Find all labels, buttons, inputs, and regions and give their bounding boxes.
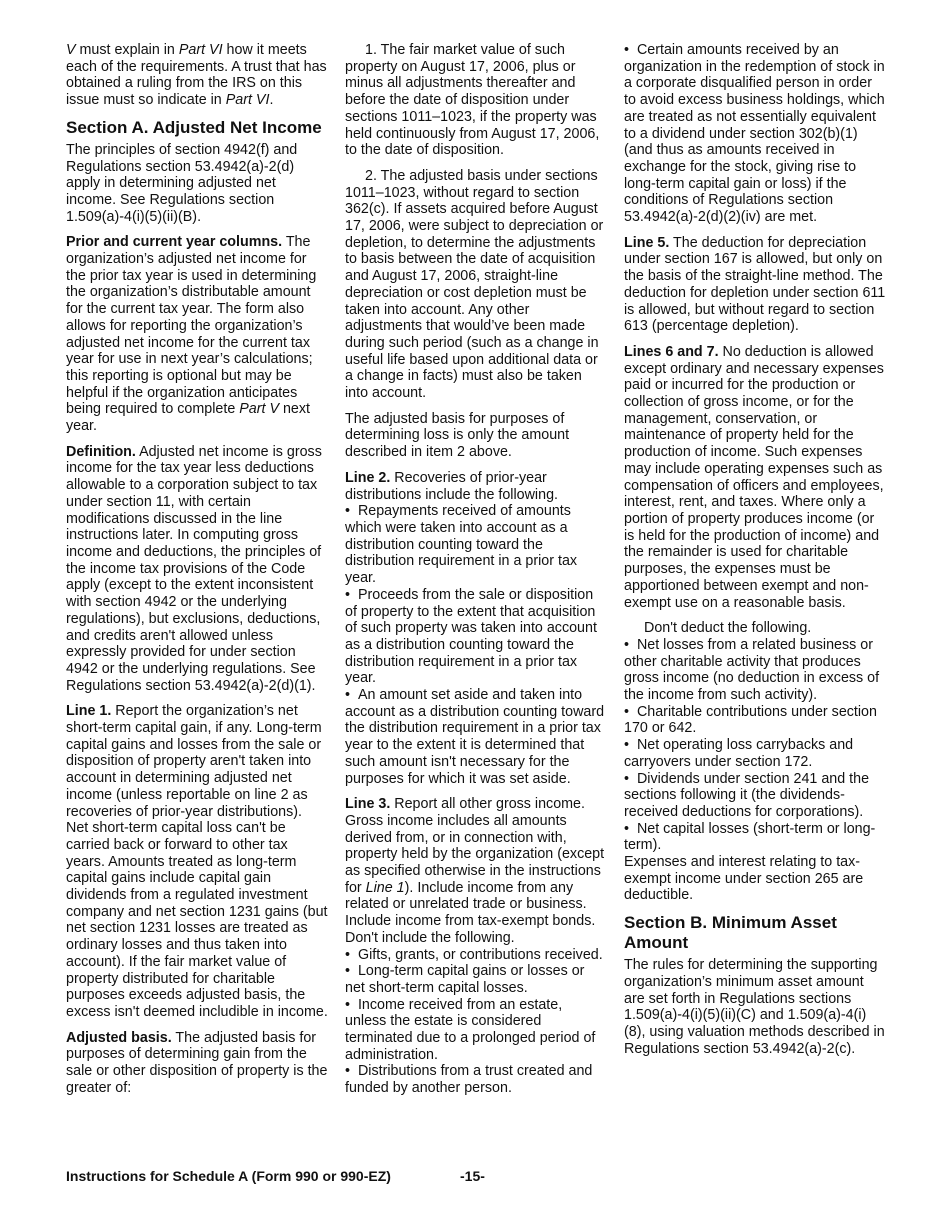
paragraph-text: Report the organization’s net short-term capital gain, if any. Long-term capital gains and losses from the sale or disposition of property aren't taken into account in determining adjusted net income (unless reportable on line 2 as recoveries of prior-year distributions). Net short-term capital loss can't be carried back or forward to other tax years. Amounts treated as long-term capital gains include capital gain dividends from a regulated investment company and net section 1231 gains (but net section 1231 losses are treated as ordinary losses and thus taken into account). If the fair market value of property distributed for charitable purposes exceeds adjusted basis, the excess isn't deemed includible in income. [66,703,328,1020]
paragraph [66,42,328,109]
text-run: how it meets each of the requirements. A trust that has obtained a ruling from the IRS on this issue must so indicate in [66,42,327,109]
prior-current-year-lead: Prior and current year columns. [66,234,283,251]
line-1-lead: Line 1. [66,703,112,720]
text-run: ). Include income from any related or unrelated trade or business. Include income from tax-exempt bonds. Don't include the following. [345,879,596,946]
bullet-text: Distributions from a trust created and funded by another person. [345,1063,593,1097]
bullet-text: Certain amounts received by an organization in the redemption of stock in a corporate disqualified person in order to avoid excess business holdings, which are treated as not essentially equivalent to a dividend under section 302(b)(1) (and thus as amounts received in exchange for the stock, giving rise to long-term capital gain or loss) if the conditions of Regulations section 53.4942(a)-2(d)(2)(iv) are met. [624,42,885,226]
list-item: • Net operating loss carrybacks and carryovers under section 172. [624,737,854,770]
paragraph: The principles of section 4942(f) and Regulations section 53.4942(a)-2(d) apply in determining adjusted net income. See Regulations section 1.509(a)-4(i)(5)(ii)(B). [66,141,298,225]
section-b-heading: Section B. Minimum Asset Amount [624,913,837,953]
footer-title: Instructions for Schedule A (Form 990 or 990-EZ) [66,1168,391,1184]
paragraph-text [345,796,604,946]
definition-lead: Definition. [66,443,136,460]
bullet-list [345,947,607,1097]
line-5-lead: Line 5. [624,234,670,251]
list-item: • An amount set aside and taken into account as a distribution counting toward the distribution requirement in a prior tax year to the extent it is determined that such amount isn't necessary for the purposes for which it was set aside. [345,687,605,787]
list-item: • Repayments received of amounts which were taken into account as a distribution counting toward the distribution requirement in a prior tax year. [345,503,578,587]
list-item: • Charitable contributions under section 170 or 642. [624,703,877,737]
paragraph: Don't deduct the following. [644,620,812,637]
column-2 [345,42,607,1097]
page-number: -15- [460,1168,485,1184]
paragraph [624,344,886,611]
paragraph-text [66,234,316,434]
text-run: . [269,92,274,109]
list-item: • Net capital losses (short-term or long-term). [624,820,876,854]
column-1 [66,42,328,1105]
italic-text: Part VI [178,42,223,58]
bullet-text: Net operating loss carrybacks and carryovers under section 172. [624,737,854,770]
column-3 [624,42,886,1066]
paragraph-text: Adjusted net income is gross income for the tax year less deductions allowable to a corporation subject to tax under section 11, with certain modifications discussed in the line instructions later. In computing gross income and deductions, the principles of the income tax provisions of the Code apply (except to the extent inconsistent with section 4942 or the underlying regulations), but exclusions, deductions, and credits aren't allowed unless expressly provided for under section 4942 or the underlying regulations. See Regulations section 53.4942(a)-2(d)(1). [66,443,322,694]
bullet-text: Repayments received of amounts which were taken into account as a distribution counting toward the distribution requirement in a prior tax year. [345,503,578,587]
lines-6-7-lead: Lines 6 and 7. [624,343,719,360]
paragraph-text: Recoveries of prior-year distributions include the following. [345,469,558,503]
bullet-list [345,503,607,787]
list-item: • Certain amounts received by an organization in the redemption of stock in a corporate disqualified person in order to avoid excess business holdings, which are treated as not essentially equivalent to a dividend under section 302(b)(1) (and thus as amounts received in exchange for the stock, giving rise to long-term capital gain or loss) if the conditions of Regulations section 53.4942(a)-2(d)(2)(iv) are met. [624,42,885,226]
paragraph: 2. The adjusted basis under sections 1011–1023, without regard to section 362(c). If assets acquired before August 17, 2006, were subject to depreciation or depletion, to determine the adjustments to basis between the date of acquisition and August 17, 2006, straight-line depreciation or cost depletion must be taken into account. Any other adjustments that would’ve been made during such period (such as a change in useful life based upon additional data or a change in facts) must also be taken into account. [345,167,604,402]
paragraph [66,234,328,434]
list-item: • Gifts, grants, or contributions received. [345,946,603,963]
italic-text: Part V [239,401,279,418]
paragraph-text: No deduction is allowed except ordinary and necessary expenses paid or incurred for the production or collection of gross income, or for the management, conservation, or maintenance of property held for the production of income. Such expenses may include operating expenses such as compensation of officers and employees, interest, rent, and taxes. Where only a portion of property produces income (or is held for the production of income) and the remainder is used for charitable purposes, the expenses must be apportioned between exempt and non-exempt use on a reasonable basis. [624,343,884,611]
paragraph: Expenses and interest relating to tax-exempt income under section 265 are deductible. [624,854,864,904]
paragraph-text: The deduction for depreciation under section 167 is allowed, but only on the basis of the straight-line method. The deduction for depletion under section 611 is allowed, but without regard to section 613 (percentage depletion). [624,234,886,335]
adjusted-basis-lead: Adjusted basis. [66,1029,172,1046]
list-item: • Income received from an estate, unless the estate is considered terminated due to a prolonged period of administration. [345,996,596,1063]
bullet-text: An amount set aside and taken into account as a distribution counting toward the distribution requirement in a prior tax year to the extent it is determined that such amount isn't necessary for the purposes for which it was set aside. [345,687,605,787]
list-item: • Dividends under section 241 and the sections following it (the dividends-received deductions for corporations). [624,770,870,820]
paragraph: The adjusted basis for purposes of determining loss is only the amount described in item 2 above. [345,410,570,461]
page-footer [66,1168,886,1184]
italic-text: Part VI [225,92,270,109]
paragraph [66,444,328,695]
list-item: • Long-term capital gains or losses or net short-term capital losses. [345,963,585,996]
paragraph [624,235,886,335]
italic-text: Line 1 [365,879,405,896]
text-run: next year. [66,401,310,435]
italic-text: V [66,42,76,58]
paragraph [345,796,607,946]
text-run: Report all other gross income. Gross income includes all amounts derived from, or in connection with, property held by the organization (except as specified otherwise in the instructions for [345,796,605,896]
line-2-lead: Line 2. [345,469,391,486]
text-run: must explain in [75,42,179,58]
bullet-text: Proceeds from the sale or disposition of property to the extent that acquisition of such property was taken into account as a distribution counting toward the distribution requirement in a prior tax year. [345,586,597,687]
bullet-text: Charitable contributions under section 170 or 642. [624,703,877,737]
paragraph [66,703,328,1020]
bullet-text: Dividends under section 241 and the sections following it (the dividends-received deductions for corporations). [624,770,870,820]
bullet-text: Long-term capital gains or losses or net short-term capital losses. [345,963,585,996]
paragraph [345,470,607,503]
list-item: • Proceeds from the sale or disposition of property to the extent that acquisition of such property was taken into account as a distribution counting toward the distribution requirement in a prior tax year. [345,586,597,687]
list-item: • Net losses from a related business or other charitable activity that produces gross income (no deduction in excess of the income from such activity). [624,636,880,704]
paragraph [66,1030,328,1097]
bullet-text: Gifts, grants, or contributions received. [357,946,603,963]
list-item: • Distributions from a trust created and funded by another person. [345,1063,593,1097]
bullet-text: Income received from an estate, unless the estate is considered terminated due to a prolonged period of administration. [345,996,596,1063]
paragraph-text: The adjusted basis for purposes of determining gain from the sale or other disposition of property is the greater of: [66,1029,328,1096]
bullet-text: Net capital losses (short-term or long-term). [624,820,876,854]
paragraph: 1. The fair market value of such property on August 17, 2006, plus or minus all adjustments thereafter and before the date of disposition under sections 1011–1023, if the property was held continuously from August 17, 2006, to the date of disposition. [345,42,600,159]
text-run: The organization’s adjusted net income for the prior tax year is used in determining the organization’s distributable amount for the current tax year. The form also allows for reporting the organization’s adjusted net income for the current tax year for use in next year’s calculations; this reporting is optional but may be helpful if the organization anticipates being required to complete [66,234,317,418]
line-3-lead: Line 3. [345,796,391,813]
bullet-list [624,637,886,854]
section-a-heading: Section A. Adjusted Net Income [66,117,322,137]
bullet-text: Net losses from a related business or other charitable activity that produces gross income (no deduction in excess of the income from such activity). [624,636,880,704]
paragraph: The rules for determining the supporting organization’s minimum asset amount are set forth in Regulations sections 1.509(a)-4(i)(5)(ii)(C) and 1.509(a)-4(i)(8), using valuation methods described in Regulations section 53.4942(a)-2(c). [624,957,885,1057]
